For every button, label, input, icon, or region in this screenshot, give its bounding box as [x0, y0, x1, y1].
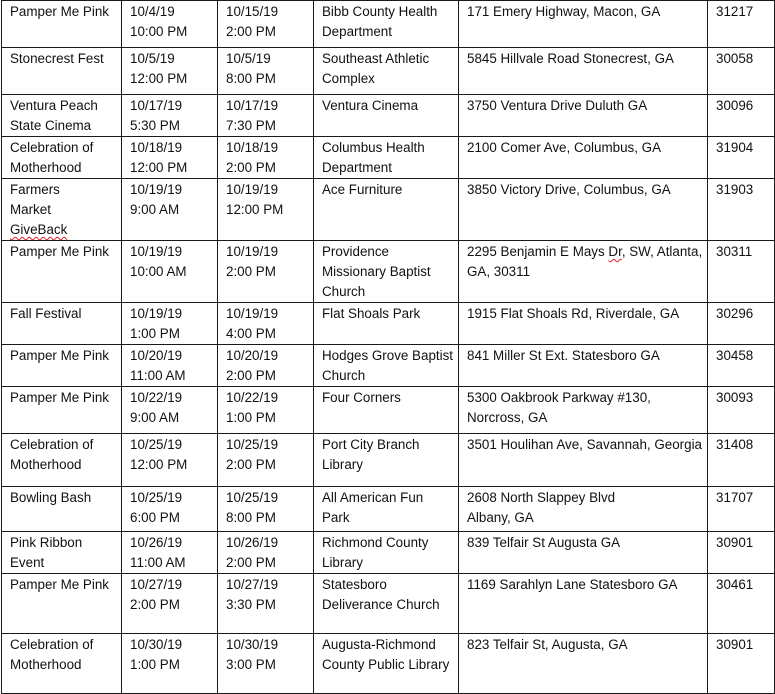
zip-cell: 31408: [708, 434, 775, 487]
table-row: [2, 179, 775, 241]
end-datetime-cell: 10/15/19 2:00 PM: [218, 1, 314, 48]
address-cell: 3501 Houlihan Ave, Savannah, Georgia: [459, 434, 708, 487]
table-row: [2, 137, 775, 179]
address-cell: [459, 241, 708, 303]
venue-cell: Flat Shoals Park: [314, 303, 459, 345]
address-cell: 2608 North Slappey Blvd Albany, GA: [459, 487, 708, 532]
zip-cell: 30461: [708, 574, 775, 634]
address-cell: 841 Miller St Ext. Statesboro GA: [459, 345, 708, 387]
address-cell: 823 Telfair St, Augusta, GA: [459, 634, 708, 694]
zip-cell: 30058: [708, 48, 775, 95]
venue-cell: All American Fun Park: [314, 487, 459, 532]
end-datetime-cell: 10/20/19 2:00 PM: [218, 345, 314, 387]
venue-cell: Richmond County Library: [314, 532, 459, 574]
event-name-cell: Pamper Me Pink: [2, 574, 122, 634]
venue-cell: Southeast Athletic Complex: [314, 48, 459, 95]
start-datetime-cell: 10/22/19 9:00 AM: [122, 387, 218, 434]
zip-cell: 30311: [708, 241, 775, 303]
start-datetime-cell: 10/26/19 11:00 AM: [122, 532, 218, 574]
event-name-cell: Celebration of Motherhood: [2, 634, 122, 694]
table-row: [2, 532, 775, 574]
table-row: [2, 434, 775, 487]
table-row: [2, 345, 775, 387]
start-datetime-cell: 10/19/19 1:00 PM: [122, 303, 218, 345]
event-name-cell: Bowling Bash: [2, 487, 122, 532]
start-datetime-cell: 10/20/19 11:00 AM: [122, 345, 218, 387]
events-table-body: [2, 1, 775, 694]
end-datetime-cell: 10/30/19 3:00 PM: [218, 634, 314, 694]
zip-cell: 31217: [708, 1, 775, 48]
table-row: [2, 487, 775, 532]
event-name-text: Farmers Market: [10, 182, 60, 217]
table-row: [2, 634, 775, 694]
address-text: 2295 Benjamin E Mays: [467, 244, 609, 259]
end-datetime-cell: 10/26/19 2:00 PM: [218, 532, 314, 574]
table-row: [2, 574, 775, 634]
address-text: , SW, Atlanta, GA, 30311: [467, 244, 703, 279]
end-datetime-cell: 10/19/19 2:00 PM: [218, 241, 314, 303]
event-name-cell: Pamper Me Pink: [2, 387, 122, 434]
address-cell: 171 Emery Highway, Macon, GA: [459, 1, 708, 48]
venue-cell: Columbus Health Department: [314, 137, 459, 179]
events-table: [1, 0, 775, 694]
address-cell: 3850 Victory Drive, Columbus, GA: [459, 179, 708, 241]
address-cell: 839 Telfair St Augusta GA: [459, 532, 708, 574]
end-datetime-cell: 10/22/19 1:00 PM: [218, 387, 314, 434]
venue-cell: Providence Missionary Baptist Church: [314, 241, 459, 303]
start-datetime-cell: 10/25/19 12:00 PM: [122, 434, 218, 487]
end-datetime-cell: 10/25/19 8:00 PM: [218, 487, 314, 532]
event-name-cell: Celebration of Motherhood: [2, 434, 122, 487]
zip-cell: 30901: [708, 532, 775, 574]
venue-cell: Statesboro Deliverance Church: [314, 574, 459, 634]
zip-cell: 31707: [708, 487, 775, 532]
start-datetime-cell: 10/30/19 1:00 PM: [122, 634, 218, 694]
start-datetime-cell: 10/5/19 12:00 PM: [122, 48, 218, 95]
zip-cell: 31904: [708, 137, 775, 179]
start-datetime-cell: 10/4/19 10:00 PM: [122, 1, 218, 48]
end-datetime-cell: 10/18/19 2:00 PM: [218, 137, 314, 179]
venue-cell: Four Corners: [314, 387, 459, 434]
venue-cell: Port City Branch Library: [314, 434, 459, 487]
table-row: [2, 387, 775, 434]
end-datetime-cell: 10/5/19 8:00 PM: [218, 48, 314, 95]
table-row: [2, 95, 775, 137]
address-cell: 3750 Ventura Drive Duluth GA: [459, 95, 708, 137]
zip-cell: 31903: [708, 179, 775, 241]
event-name-cell: Pink Ribbon Event: [2, 532, 122, 574]
end-datetime-cell: 10/17/19 7:30 PM: [218, 95, 314, 137]
table-row: [2, 241, 775, 303]
venue-cell: Ventura Cinema: [314, 95, 459, 137]
event-name-cell: Celebration of Motherhood: [2, 137, 122, 179]
zip-cell: 30093: [708, 387, 775, 434]
zip-cell: 30901: [708, 634, 775, 694]
spellcheck-flagged-word: Dr: [608, 244, 622, 259]
end-datetime-cell: 10/25/19 2:00 PM: [218, 434, 314, 487]
zip-cell: 30096: [708, 95, 775, 137]
event-name-cell: [2, 179, 122, 241]
venue-cell: Hodges Grove Baptist Church: [314, 345, 459, 387]
address-cell: 1915 Flat Shoals Rd, Riverdale, GA: [459, 303, 708, 345]
table-row: [2, 1, 775, 48]
venue-cell: Bibb County Health Department: [314, 1, 459, 48]
end-datetime-cell: 10/19/19 12:00 PM: [218, 179, 314, 241]
zip-cell: 30458: [708, 345, 775, 387]
event-name-cell: Ventura Peach State Cinema: [2, 95, 122, 137]
end-datetime-cell: 10/19/19 4:00 PM: [218, 303, 314, 345]
start-datetime-cell: 10/17/19 5:30 PM: [122, 95, 218, 137]
end-datetime-cell: 10/27/19 3:30 PM: [218, 574, 314, 634]
venue-cell: Ace Furniture: [314, 179, 459, 241]
address-cell: 5845 Hillvale Road Stonecrest, GA: [459, 48, 708, 95]
event-name-cell: Pamper Me Pink: [2, 241, 122, 303]
table-row: [2, 48, 775, 95]
spellcheck-flagged-word: GiveBack: [10, 222, 68, 237]
address-cell: 2100 Comer Ave, Columbus, GA: [459, 137, 708, 179]
table-row: [2, 303, 775, 345]
start-datetime-cell: 10/27/19 2:00 PM: [122, 574, 218, 634]
event-name-cell: Stonecrest Fest: [2, 48, 122, 95]
event-name-cell: Pamper Me Pink: [2, 1, 122, 48]
start-datetime-cell: 10/25/19 6:00 PM: [122, 487, 218, 532]
venue-cell: Augusta-Richmond County Public Library: [314, 634, 459, 694]
zip-cell: 30296: [708, 303, 775, 345]
start-datetime-cell: 10/18/19 12:00 PM: [122, 137, 218, 179]
start-datetime-cell: 10/19/19 9:00 AM: [122, 179, 218, 241]
address-cell: 1169 Sarahlyn Lane Statesboro GA: [459, 574, 708, 634]
event-name-cell: Pamper Me Pink: [2, 345, 122, 387]
event-name-cell: Fall Festival: [2, 303, 122, 345]
address-cell: 5300 Oakbrook Parkway #130, Norcross, GA: [459, 387, 708, 434]
start-datetime-cell: 10/19/19 10:00 AM: [122, 241, 218, 303]
